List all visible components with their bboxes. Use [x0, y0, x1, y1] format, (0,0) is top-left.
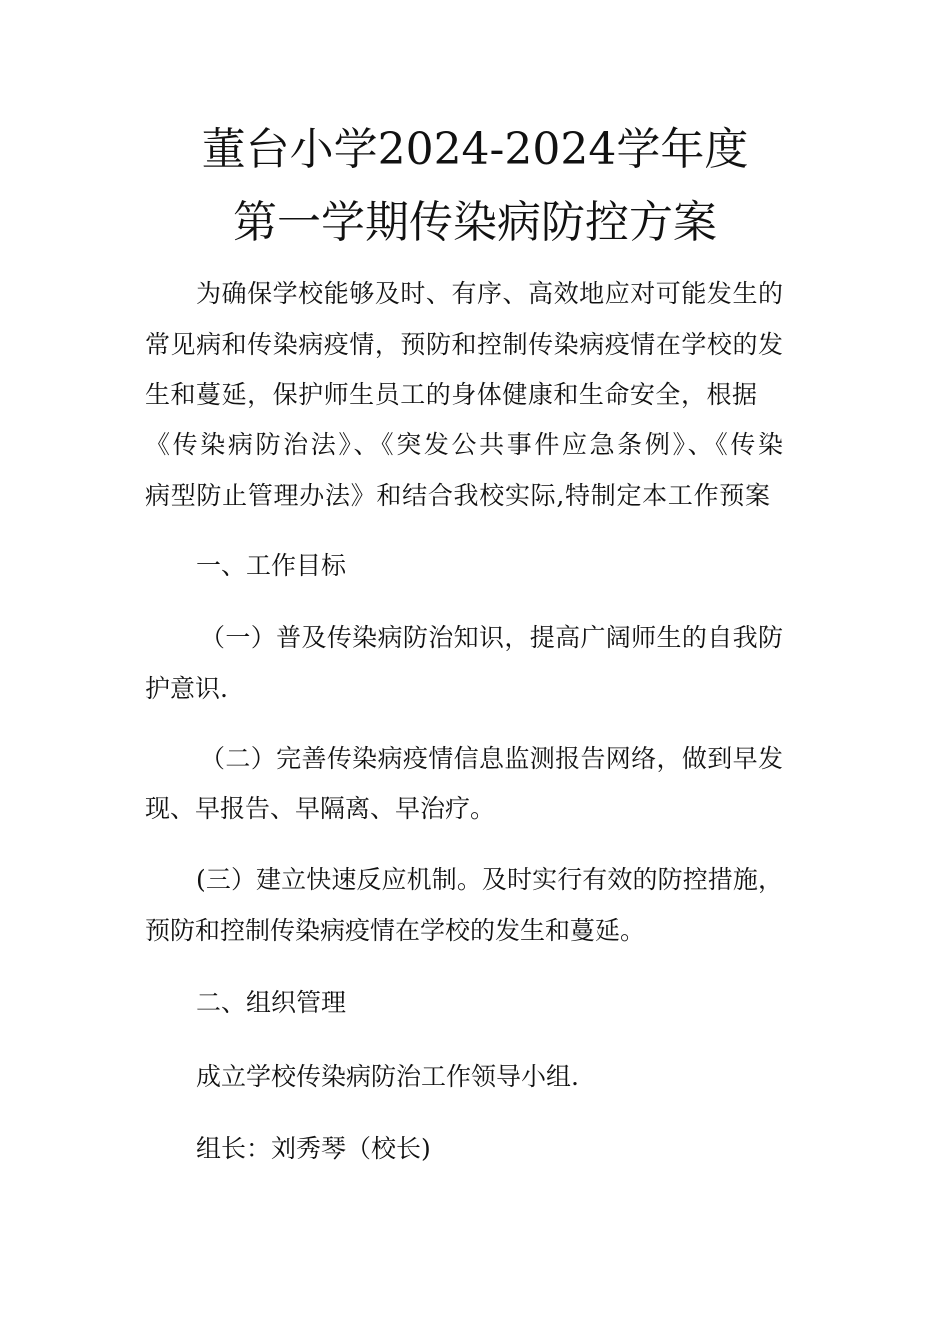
- intro-line-2: 常见病和传染病疫情，预防和控制传染病疫情在学校的发: [145, 330, 783, 359]
- goal-3-line-1: (三）建立快速反应机制。及时实行有效的防控措施，: [196, 865, 783, 894]
- intro-line-3: 生和蔓延，保护师生员工的身体健康和生命安全，根据: [145, 380, 757, 409]
- goal-3-line-2: 预防和控制传染病疫情在学校的发生和蔓延。: [145, 916, 646, 945]
- goal-2-line-1: （二）完善传染病疫情信息监测报告网络，做到早发: [200, 744, 783, 773]
- document-title-line-1: 董台小学2024-2024学年度: [201, 124, 749, 175]
- organization-text: 成立学校传染病防治工作领导小组.: [196, 1062, 579, 1091]
- goal-2-line-2: 现、早报告、早隔离、早治疗。: [145, 794, 496, 823]
- section-heading-goals: 一、工作目标: [196, 551, 347, 580]
- document-title-line-2: 第一学期传染病防控方案: [233, 197, 717, 248]
- group-leader-line: 组长：刘秀琴（校长): [196, 1134, 431, 1163]
- goal-1-line-1: （一）普及传染病防治知识，提高广阔师生的自我防: [200, 623, 783, 652]
- goal-1-line-2: 护意识.: [145, 674, 228, 703]
- intro-line-1: 为确保学校能够及时、有序、高效地应对可能发生的: [196, 279, 783, 308]
- intro-line-5: 病型防止管理办法》和结合我校实际,特制定本工作预案: [145, 481, 770, 510]
- section-heading-organization: 二、组织管理: [196, 988, 347, 1017]
- intro-line-4: 《传染病防治法》、《突发公共事件应急条例》、《传染: [145, 430, 783, 459]
